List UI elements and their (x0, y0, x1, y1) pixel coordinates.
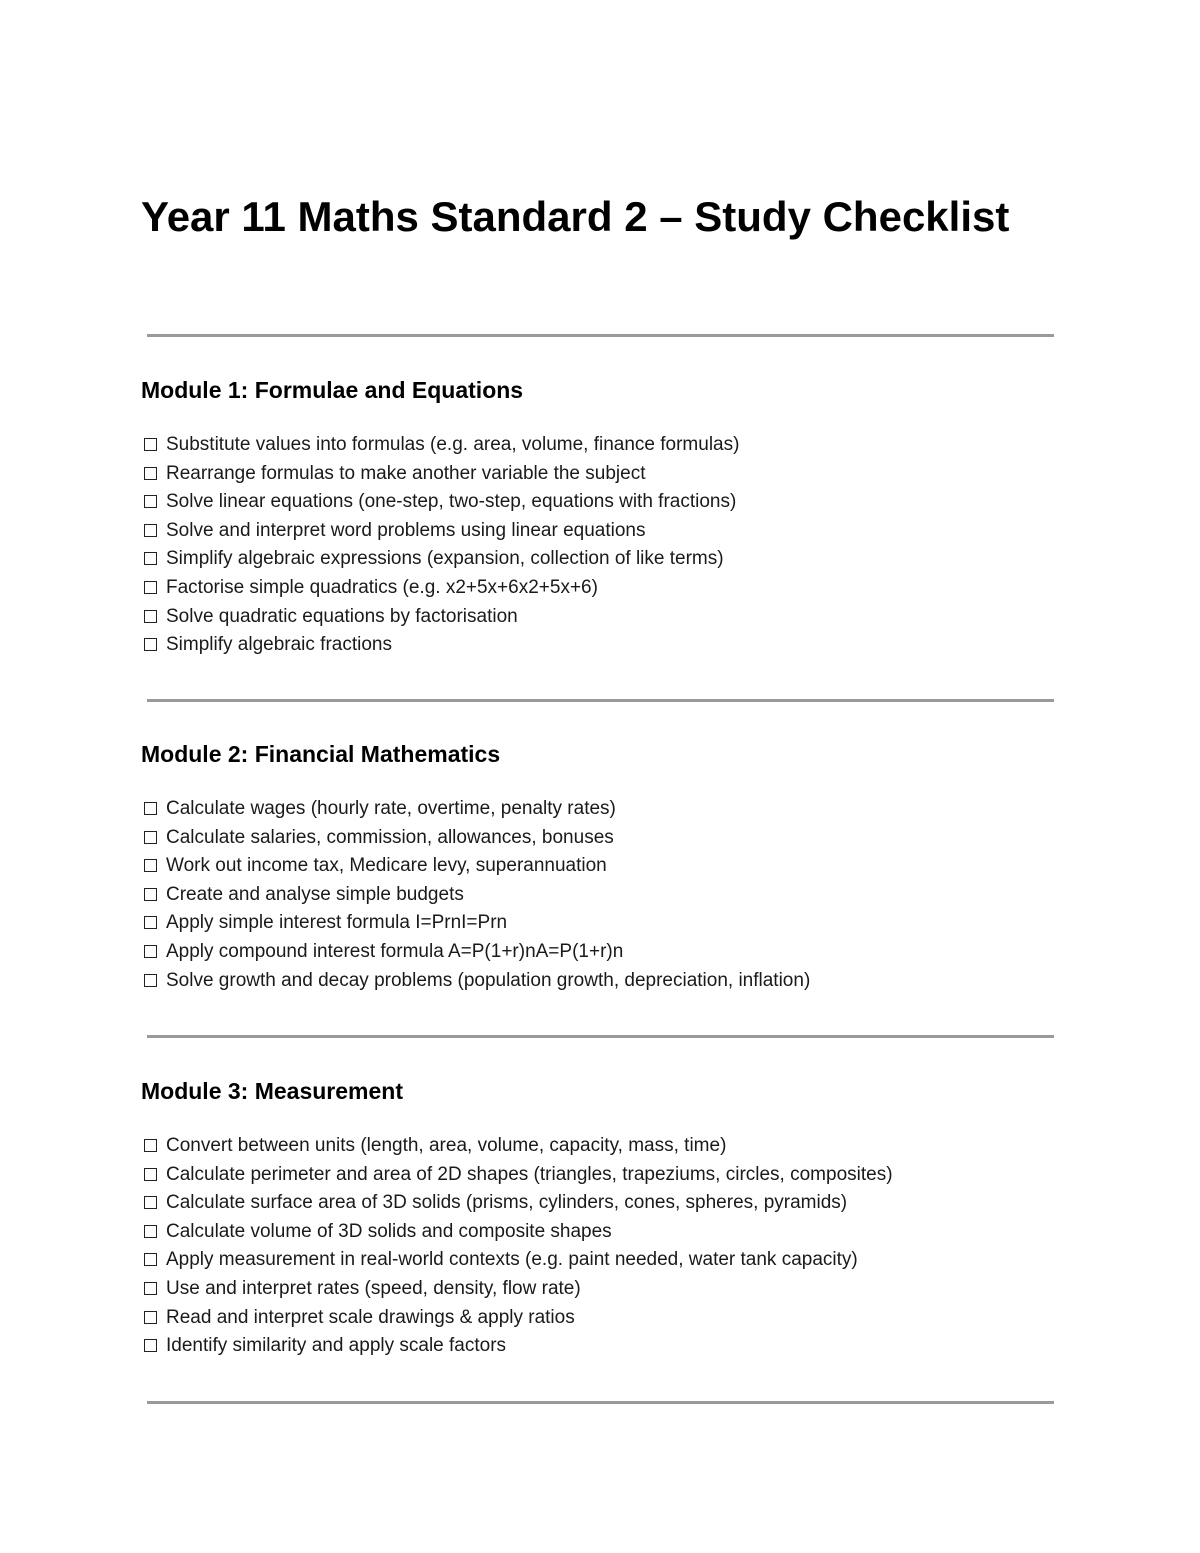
checklist-item-label: Use and interpret rates (speed, density, flow rate) (166, 1277, 581, 1299)
checklist-item-label: Simplify algebraic expressions (expansion, collection of like terms) (166, 548, 724, 570)
checkbox-icon[interactable] (144, 610, 157, 623)
checklist-item-label: Convert between units (length, area, volume, capacity, mass, time) (166, 1135, 727, 1156)
checkbox-icon[interactable] (144, 638, 157, 651)
checklist-item[interactable] (141, 1246, 893, 1275)
horizontal-rule (147, 1035, 1054, 1038)
checklist-item[interactable] (141, 1275, 893, 1304)
document-title: Year 11 Maths Standard 2 – Study Checklist (141, 193, 1010, 240)
module-2-heading: Module 2: Financial Mathematics (141, 741, 501, 767)
checklist-item[interactable] (141, 631, 739, 660)
checklist-item[interactable] (141, 545, 739, 574)
checkbox-icon[interactable] (144, 467, 157, 480)
checklist-item-label: Factorise simple quadratics (e.g. x2+5x+6x2+5x+6) (166, 576, 598, 598)
checklist-item-label: Read and interpret scale drawings & apply ratios (166, 1306, 575, 1328)
checkbox-icon[interactable] (144, 1225, 157, 1238)
checklist-item[interactable] (141, 1132, 893, 1161)
checklist-item[interactable] (141, 909, 810, 938)
checklist-item-label: Apply simple interest formula I=PrnI=Prn (166, 912, 508, 934)
checklist-item-label: Calculate surface area of 3D solids (prisms, cylinders, cones, spheres, pyramids) (166, 1192, 848, 1214)
checklist-item-label: Identify similarity and apply scale factors (166, 1335, 507, 1357)
checklist-item[interactable] (141, 603, 739, 632)
checkbox-icon[interactable] (144, 1196, 157, 1209)
checklist-item[interactable] (141, 1304, 893, 1333)
checklist-item-label: Create and analyse simple budgets (166, 883, 464, 905)
checklist-item[interactable] (141, 488, 739, 517)
checklist-item-label: Rearrange formulas to make another variable the subject (166, 462, 646, 484)
checkbox-icon[interactable] (144, 1282, 157, 1295)
checkbox-icon[interactable] (144, 1311, 157, 1324)
checklist-item-label: Calculate perimeter and area of 2D shapes (triangles, trapeziums, circles, composites) (166, 1163, 893, 1185)
checkbox-icon[interactable] (144, 1253, 157, 1266)
checklist-item[interactable] (141, 517, 739, 546)
checklist-item-label: Work out income tax, Medicare levy, superannuation (166, 855, 607, 877)
checklist-item[interactable] (141, 574, 739, 603)
checklist-item-label: Simplify algebraic fractions (166, 634, 392, 656)
module-1-checklist (141, 431, 739, 660)
checklist-item[interactable] (141, 824, 810, 853)
horizontal-rule (147, 699, 1054, 702)
checklist-item-label: Solve quadratic equations by factorisation (166, 605, 518, 627)
checklist-item-label: Apply compound interest formula A=P(1+r)nA=P(1+r)n (166, 940, 624, 962)
horizontal-rule (147, 334, 1054, 337)
checklist-item[interactable] (141, 1332, 893, 1361)
checkbox-icon[interactable] (144, 524, 157, 537)
checklist-item[interactable] (141, 967, 810, 996)
checkbox-icon[interactable] (144, 974, 157, 987)
checkbox-icon[interactable] (144, 438, 157, 451)
checklist-item[interactable] (141, 460, 739, 489)
checklist-item-label: Apply measurement in real-world contexts (e.g. paint needed, water tank capacity) (166, 1249, 858, 1271)
checklist-item-label: Solve linear equations (one-step, two-step, equations with fractions) (166, 491, 737, 513)
checkbox-icon[interactable] (144, 802, 157, 815)
checklist-item[interactable] (141, 881, 810, 910)
checkbox-icon[interactable] (144, 1139, 157, 1152)
checkbox-icon[interactable] (144, 888, 157, 901)
checkbox-icon[interactable] (144, 1339, 157, 1352)
checklist-item[interactable] (141, 795, 810, 824)
checklist-item-label: Substitute values into formulas (e.g. area, volume, finance formulas) (166, 434, 740, 455)
checklist-item-label: Calculate salaries, commission, allowances, bonuses (166, 826, 614, 848)
checklist-item-label: Calculate volume of 3D solids and composite shapes (166, 1220, 612, 1242)
module-3-checklist (141, 1132, 893, 1361)
module-2-checklist (141, 795, 810, 995)
checkbox-icon[interactable] (144, 495, 157, 508)
checklist-item[interactable] (141, 431, 739, 460)
checklist-item[interactable] (141, 938, 810, 967)
checklist-item[interactable] (141, 1218, 893, 1247)
checkbox-icon[interactable] (144, 1168, 157, 1181)
module-3-heading: Module 3: Measurement (141, 1078, 403, 1104)
checklist-item[interactable] (141, 1161, 893, 1190)
checkbox-icon[interactable] (144, 831, 157, 844)
checkbox-icon[interactable] (144, 552, 157, 565)
horizontal-rule (147, 1401, 1054, 1404)
checkbox-icon[interactable] (144, 916, 157, 929)
checkbox-icon[interactable] (144, 581, 157, 594)
checklist-item-label: Solve growth and decay problems (population growth, depreciation, inflation) (166, 969, 811, 991)
module-1-heading: Module 1: Formulae and Equations (141, 377, 524, 403)
checklist-item[interactable] (141, 1189, 893, 1218)
checklist-item[interactable] (141, 852, 810, 881)
checklist-item-label: Solve and interpret word problems using linear equations (166, 519, 646, 541)
checklist-item-label: Calculate wages (hourly rate, overtime, penalty rates) (166, 798, 616, 819)
checkbox-icon[interactable] (144, 859, 157, 872)
checkbox-icon[interactable] (144, 945, 157, 958)
